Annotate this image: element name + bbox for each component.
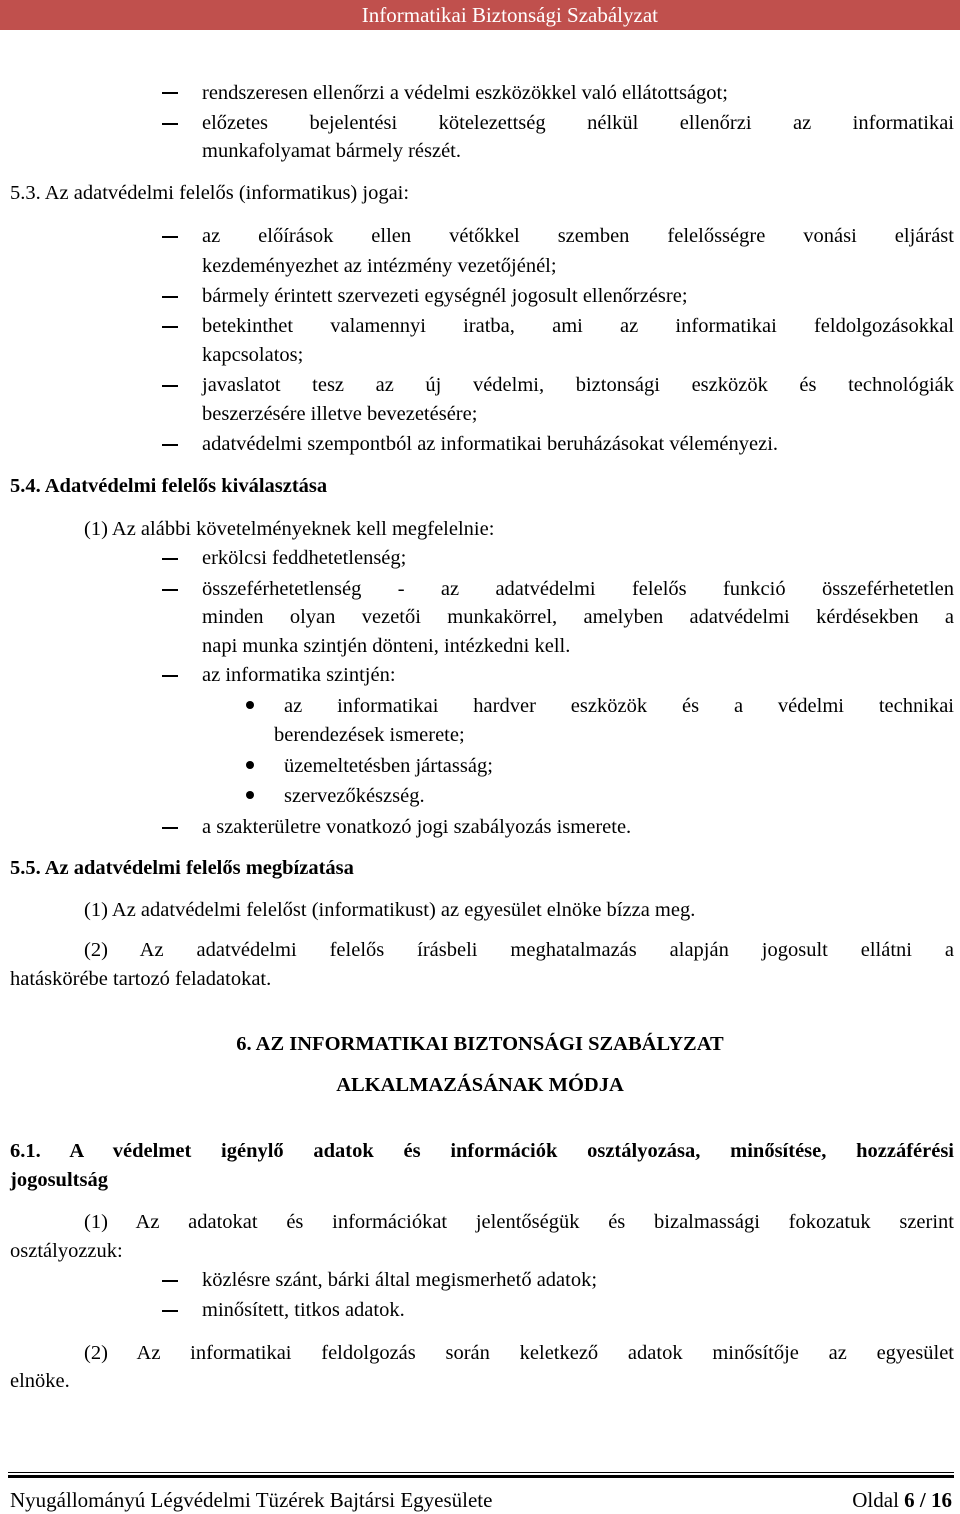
- dash-marker: [162, 1310, 178, 1312]
- paragraph: (2) Az informatikai feldolgozás során keletkező adatok minősítője az egyesület: [84, 1342, 954, 1364]
- bullet-marker: [246, 701, 254, 709]
- list-item: az informatika szintjén:: [202, 664, 396, 686]
- list-item: javaslatot tesz az új védelmi, biztonsági eszközök és technológiák: [202, 374, 954, 396]
- section-heading-5-5: 5.5. Az adatvédelmi felelős megbízatása: [10, 857, 354, 879]
- dash-marker: [162, 236, 178, 238]
- section-heading-6-1-continuation: jogosultság: [10, 1169, 108, 1191]
- bullet-marker: [246, 791, 254, 799]
- list-item: az előírások ellen vétőkkel szemben felelősségre vonási eljárást: [202, 225, 954, 247]
- dash-marker: [162, 675, 178, 677]
- list-item-continuation: napi munka szintjén dönteni, intézkedni kell.: [202, 635, 571, 657]
- dash-marker: [162, 385, 178, 387]
- footer-rule: [8, 1472, 954, 1478]
- section-heading-5-3: 5.3. Az adatvédelmi felelős (informatikus) jogai:: [10, 182, 410, 204]
- page-header: [0, 0, 960, 30]
- footer-page-number: [852, 1486, 952, 1514]
- sub-list-item-continuation: berendezések ismerete;: [274, 724, 465, 746]
- paragraph-continuation: elnöke.: [10, 1370, 70, 1392]
- dash-marker: [162, 296, 178, 298]
- paragraph: (1) Az adatokat és információkat jelentőségük és bizalmassági fokozatuk szerint: [84, 1211, 954, 1233]
- list-item: előzetes bejelentési kötelezettség nélkül ellenőrzi az informatikai: [202, 112, 954, 134]
- section-heading-6-1: 6.1. A védelmet igénylő adatok és információk osztályozása, minősítése, hozzáférési: [10, 1140, 954, 1162]
- list-item: közlésre szánt, bárki által megismerhető adatok;: [202, 1269, 598, 1291]
- chapter-title: 6. AZ INFORMATIKAI BIZTONSÁGI SZABÁLYZAT: [236, 1033, 724, 1055]
- list-item-continuation: kapcsolatos;: [202, 344, 304, 366]
- sub-list-item: szervezőkészség.: [284, 785, 425, 807]
- paragraph-continuation: osztályozzuk:: [10, 1240, 123, 1262]
- paragraph: (1) Az adatvédelmi felelőst (informatikust) az egyesület elnöke bízza meg.: [84, 899, 696, 921]
- list-item-continuation: munkafolyamat bármely részét.: [202, 140, 461, 162]
- paragraph: (2) Az adatvédelmi felelős írásbeli meghatalmazás alapján jogosult ellátni a: [84, 939, 954, 961]
- footer-org: Nyugállományú Légvédelmi Tüzérek Bajtársi Egyesülete: [10, 1488, 493, 1512]
- sub-list-item: üzemeltetésben jártasság;: [284, 755, 493, 777]
- paragraph-continuation: hatáskörébe tartozó feladatokat.: [10, 968, 272, 990]
- header-title: Informatikai Biztonsági Szabályzat: [361, 3, 658, 27]
- dash-marker: [162, 589, 178, 591]
- list-item: rendszeresen ellenőrzi a védelmi eszközökkel való ellátottságot;: [202, 82, 728, 104]
- sub-list-item: az informatikai hardver eszközök és a védelmi technikai: [284, 695, 954, 717]
- paragraph: (1) Az alábbi követelményeknek kell megfelelnie:: [84, 518, 495, 540]
- list-item: betekinthet valamennyi iratba, ami az informatikai feldolgozásokkal: [202, 315, 954, 337]
- dash-marker: [162, 1280, 178, 1282]
- page-current: 6: [904, 1488, 915, 1512]
- dash-marker: [162, 558, 178, 560]
- list-item: a szakterületre vonatkozó jogi szabályozás ismerete.: [202, 816, 632, 838]
- dash-marker: [162, 444, 178, 446]
- chapter-title: ALKALMAZÁSÁNAK MÓDJA: [336, 1074, 624, 1096]
- list-item: összeférhetetlenség - az adatvédelmi felelős funkció összeférhetetlen: [202, 578, 954, 600]
- list-item: bármely érintett szervezeti egységnél jogosult ellenőrzésre;: [202, 285, 688, 307]
- dash-marker: [162, 326, 178, 328]
- list-item-continuation: beszerzésére illetve bevezetésére;: [202, 403, 478, 425]
- page-total: 16: [931, 1488, 952, 1512]
- page-sep: /: [919, 1488, 926, 1512]
- bullet-marker: [246, 761, 254, 769]
- dash-marker: [162, 92, 178, 94]
- dash-marker: [162, 123, 178, 125]
- page-word: Oldal: [852, 1488, 899, 1512]
- list-item: adatvédelmi szempontból az informatikai beruházásokat véleményezi.: [202, 433, 779, 455]
- list-item: minősített, titkos adatok.: [202, 1299, 405, 1321]
- list-item-continuation: kezdeményezhet az intézmény vezetőjénél;: [202, 255, 557, 277]
- dash-marker: [162, 827, 178, 829]
- section-heading-5-4: 5.4. Adatvédelmi felelős kiválasztása: [10, 475, 328, 497]
- list-item-continuation: minden olyan vezetői munkakörrel, amelyben adatvédelmi kérdésekben a: [202, 606, 954, 628]
- list-item: erkölcsi feddhetetlenség;: [202, 547, 407, 569]
